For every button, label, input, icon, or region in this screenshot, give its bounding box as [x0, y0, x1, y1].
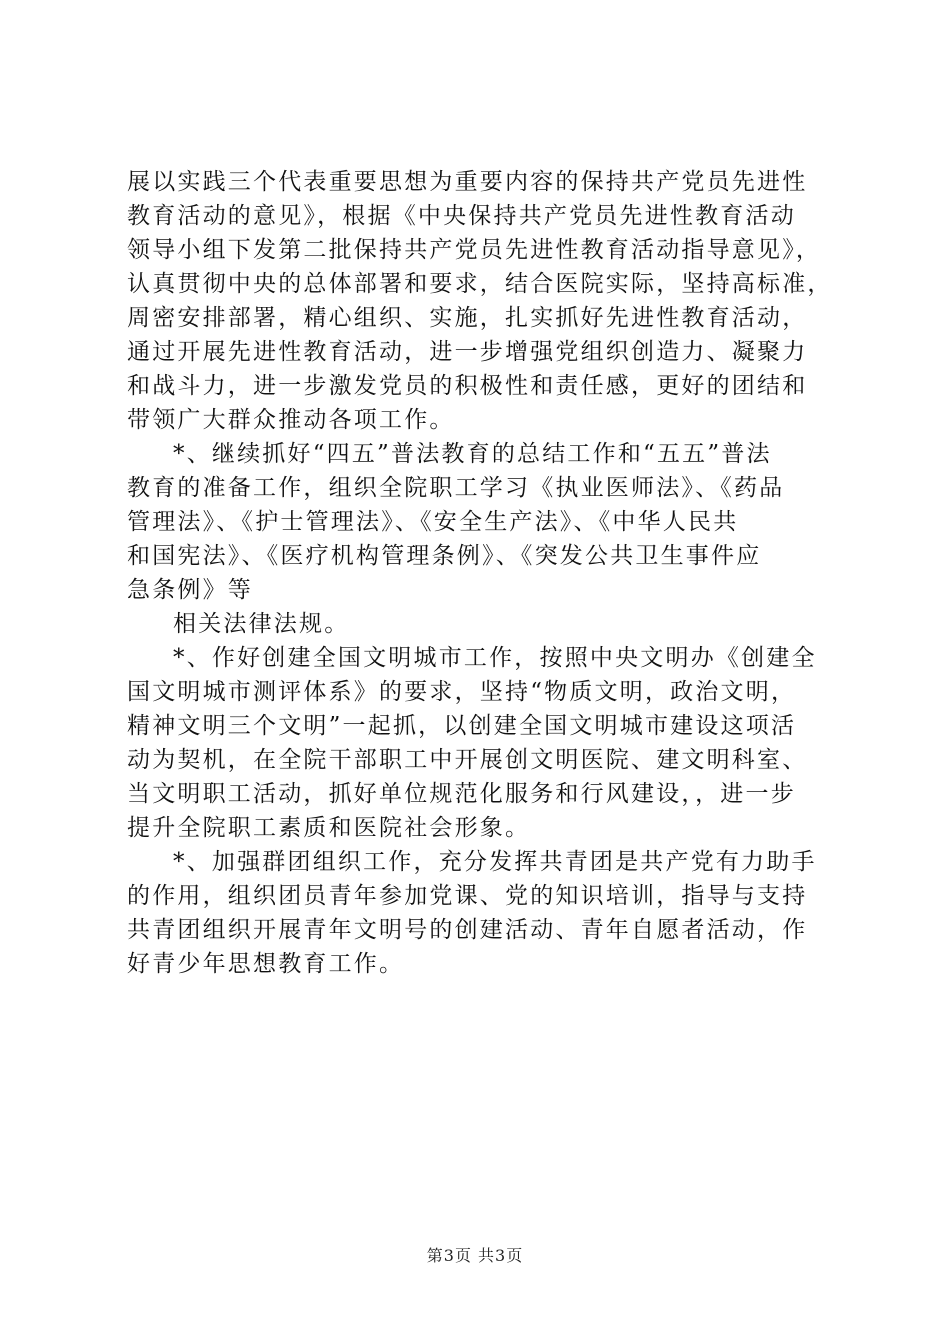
text-line: *、继续抓好“四五”普法教育的总结工作和“五五”普法 — [173, 441, 772, 467]
text-line: 展以实践三个代表重要思想为重要内容的保持共产党员先进性 — [127, 169, 808, 195]
paragraph-party-education — [127, 165, 835, 437]
text-line: 领导小组下发第二批保持共产党员先进性教育活动指导意见》， — [127, 237, 822, 263]
text-line: 好青少年思想教育工作。 — [127, 951, 405, 977]
paragraph-youth-league — [127, 845, 835, 981]
text-line: 相关法律法规。 — [173, 611, 350, 637]
paragraph-civilized-city — [127, 641, 835, 845]
text-line: 当文明职工活动，抓好单位规范化服务和行风建设，，进一步 — [127, 781, 796, 807]
text-line: 和国宪法》、《医疗机构管理条例》、《突发公共卫生事件应 — [127, 543, 762, 569]
text-line: 急条例》等 — [127, 577, 253, 603]
text-line: 精神文明三个文明”一起抓，以创建全国文明城市建设这项活 — [127, 713, 797, 739]
text-line: 教育的准备工作，组织全院职工学习《执业医师法》、《药品 — [127, 475, 785, 501]
text-line: 动为契机，在全院干部职工中开展创文明医院、建文明科室、 — [127, 747, 808, 773]
text-line: 提升全院职工素质和医院社会形象。 — [127, 815, 531, 841]
text-line: 周密安排部署，精心组织、实施，扎实抓好先进性教育活动， — [127, 305, 808, 331]
text-line: *、作好创建全国文明城市工作，按照中央文明办《创建全 — [173, 645, 817, 671]
text-line: 带领广大群众推动各项工作。 — [127, 407, 455, 433]
paragraph-law-education — [127, 437, 835, 607]
text-line: 和战斗力，进一步激发党员的积极性和责任感，更好的团结和 — [127, 373, 808, 399]
text-line: 教育活动的意见》，根据《中央保持共产党员先进性教育活动 — [127, 203, 796, 229]
text-line: 共青团组织开展青年文明号的创建活动、青年自愿者活动，作 — [127, 917, 808, 943]
text-line: 通过开展先进性教育活动，进一步增强党组织创造力、凝聚力 — [127, 339, 808, 365]
page-number-footer: 第3页 共3页 — [426, 1246, 524, 1265]
text-line: 认真贯彻中央的总体部署和要求，结合医院实际，坚持高标准， — [127, 271, 833, 297]
text-line: 管理法》、《护士管理法》、《安全生产法》、《中华人民共 — [127, 509, 739, 535]
text-line: 国文明城市测评体系》的要求，坚持“物质文明，政治文明， — [127, 679, 797, 705]
document-body — [127, 165, 835, 981]
text-line: *、加强群团组织工作，充分发挥共青团是共产党有力助手 — [173, 849, 817, 875]
text-line: 的作用，组织团员青年参加党课、党的知识培训，指导与支持 — [127, 883, 808, 909]
paragraph-related-laws — [127, 607, 835, 641]
